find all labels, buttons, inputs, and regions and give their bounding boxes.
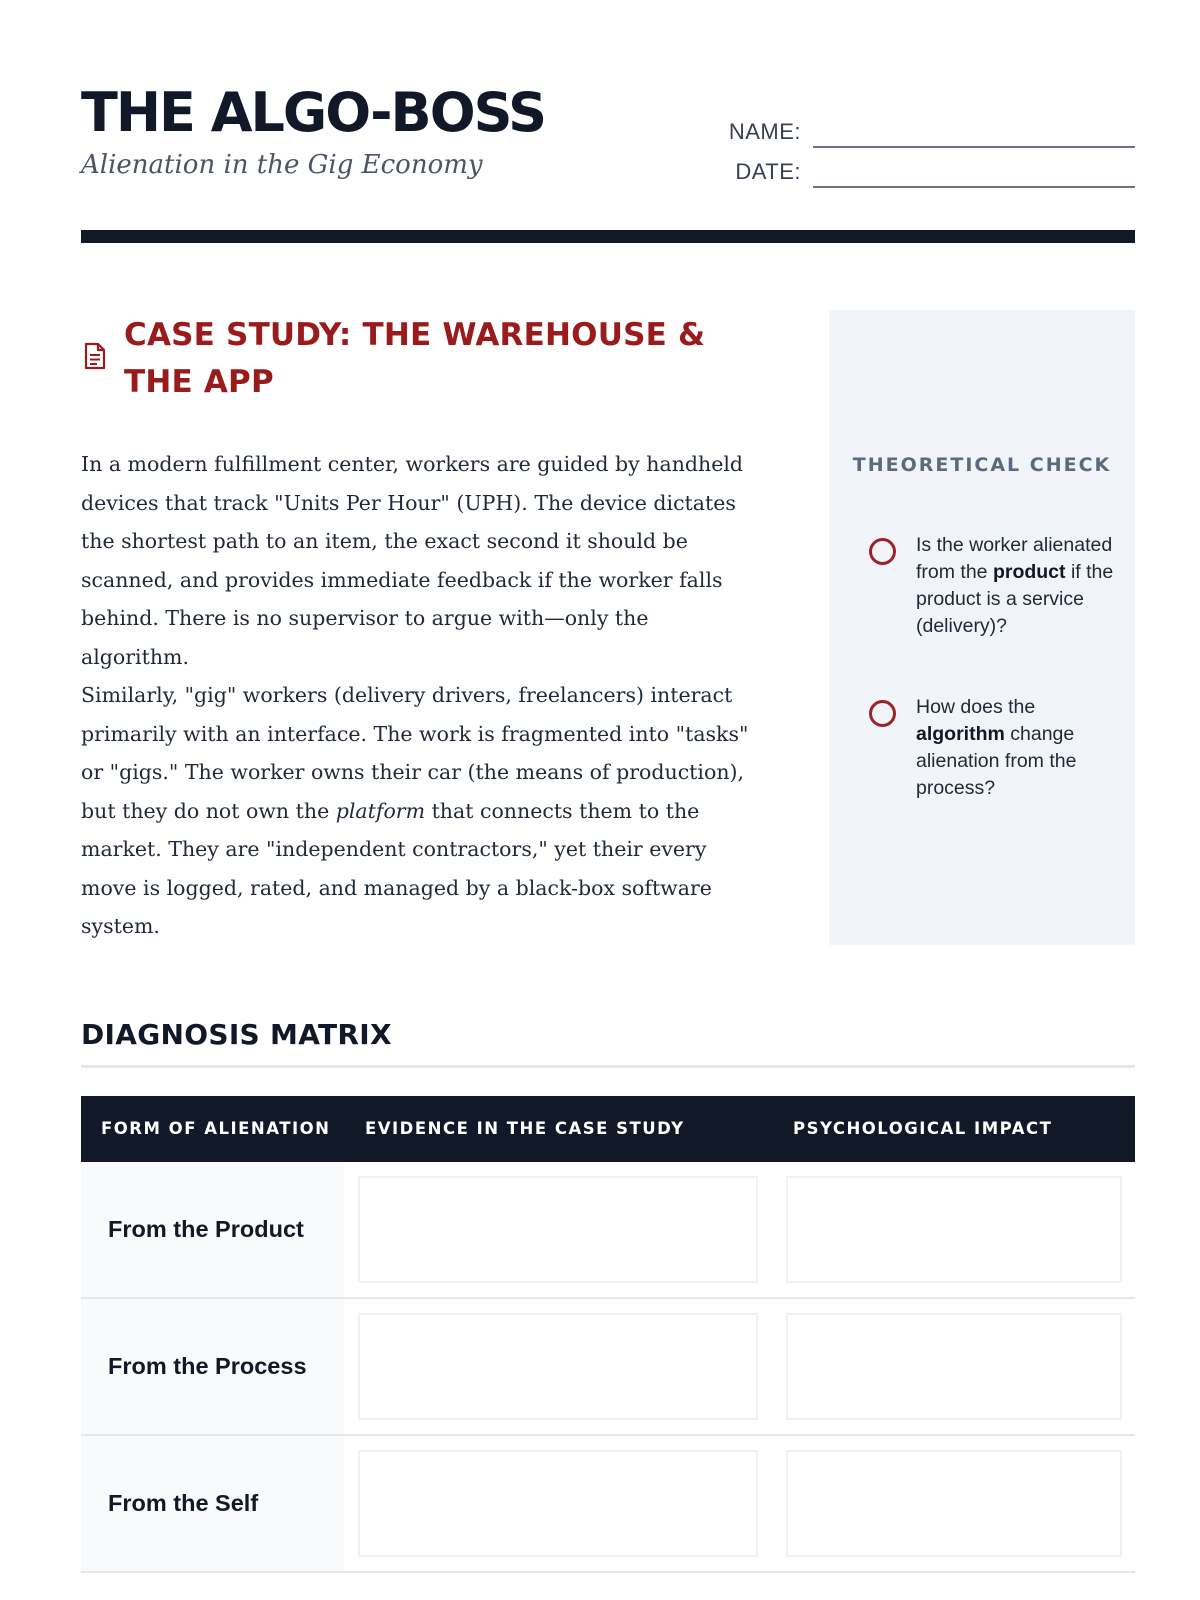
worksheet-subtitle: Alienation in the Gig Economy	[81, 150, 483, 180]
theoretical-check-panel	[829, 310, 1135, 945]
impact-answer-box[interactable]	[786, 1176, 1122, 1283]
case-paragraph-1: In a modern fulfillment center, workers are guided by handheld devices that track "Units Per Hour" (UPH). The device dictates the shortest path to an item, the exact second it should be scanned, and provides immediate feedback if the worker falls behind. There is no supervisor to argue with—only the algorithm.	[81, 452, 744, 669]
header-divider	[81, 230, 1135, 243]
evidence-answer-box[interactable]	[358, 1450, 758, 1557]
evidence-answer-box[interactable]	[358, 1176, 758, 1283]
diagnosis-matrix-table	[81, 1096, 1135, 1573]
column-header-form: FORM OF ALIENATION	[101, 1119, 331, 1138]
row-label: From the Product	[108, 1216, 304, 1242]
table-row	[81, 1299, 1135, 1436]
case-study-heading: CASE STUDY: THE WAREHOUSE & THE APP	[124, 317, 706, 400]
column-header-impact: PSYCHOLOGICAL IMPACT	[793, 1119, 1053, 1138]
check-question-text	[916, 694, 1116, 802]
case-paragraph-2	[81, 676, 751, 946]
document-icon	[83, 342, 107, 370]
diagnosis-matrix-title: DIAGNOSIS MATRIX	[81, 1018, 392, 1051]
row-label: From the Process	[108, 1353, 307, 1379]
row-label-cell	[81, 1162, 344, 1297]
worksheet-header	[81, 78, 1135, 190]
case-study-text	[81, 445, 751, 946]
name-field[interactable]	[701, 116, 1135, 148]
evidence-answer-box[interactable]	[358, 1313, 758, 1420]
matrix-title-underline	[81, 1065, 1135, 1068]
check-circle-icon[interactable]	[869, 700, 896, 727]
question-text-start: Is the worker alienated from the	[916, 534, 1113, 583]
question-text-end: if the product is a service (delivery)?	[916, 561, 1114, 637]
column-header-evidence: EVIDENCE IN THE CASE STUDY	[365, 1119, 685, 1138]
impact-answer-box[interactable]	[786, 1450, 1122, 1557]
question-text-start: How does the	[916, 696, 1036, 718]
question-text-end: change alienation from the process?	[916, 723, 1077, 799]
worksheet-title: THE ALGO-BOSS	[81, 81, 545, 144]
platform-emphasis: platform	[335, 798, 426, 823]
date-field[interactable]	[701, 156, 1135, 188]
theoretical-check-title: THEORETICAL CHECK	[852, 454, 1112, 476]
row-label-cell	[81, 1299, 344, 1434]
date-input-line[interactable]	[813, 186, 1135, 188]
row-label-cell	[81, 1436, 344, 1571]
check-circle-icon[interactable]	[869, 538, 896, 565]
case-paragraph-2-end: that connects them to the market. They are "independent contractors," yet their every move is logged, rated, and managed by a black-box software system.	[81, 798, 712, 938]
row-label: From the Self	[108, 1490, 259, 1516]
check-question-text	[916, 532, 1116, 640]
name-label: NAME:	[728, 119, 801, 144]
name-input-line[interactable]	[813, 146, 1135, 148]
question-keyword: algorithm	[916, 723, 1005, 745]
table-row	[81, 1436, 1135, 1573]
question-keyword: product	[992, 561, 1066, 583]
table-row	[81, 1162, 1135, 1299]
date-label: DATE:	[735, 159, 801, 184]
table-header	[81, 1096, 1135, 1162]
impact-answer-box[interactable]	[786, 1313, 1122, 1420]
case-paragraph-2-start: Similarly, "gig" workers (delivery drivers, freelancers) interact primarily with an interface. The work is fragmented into "tasks" or "gigs." The worker owns their car (the means of production), but they do not own the	[81, 683, 749, 823]
